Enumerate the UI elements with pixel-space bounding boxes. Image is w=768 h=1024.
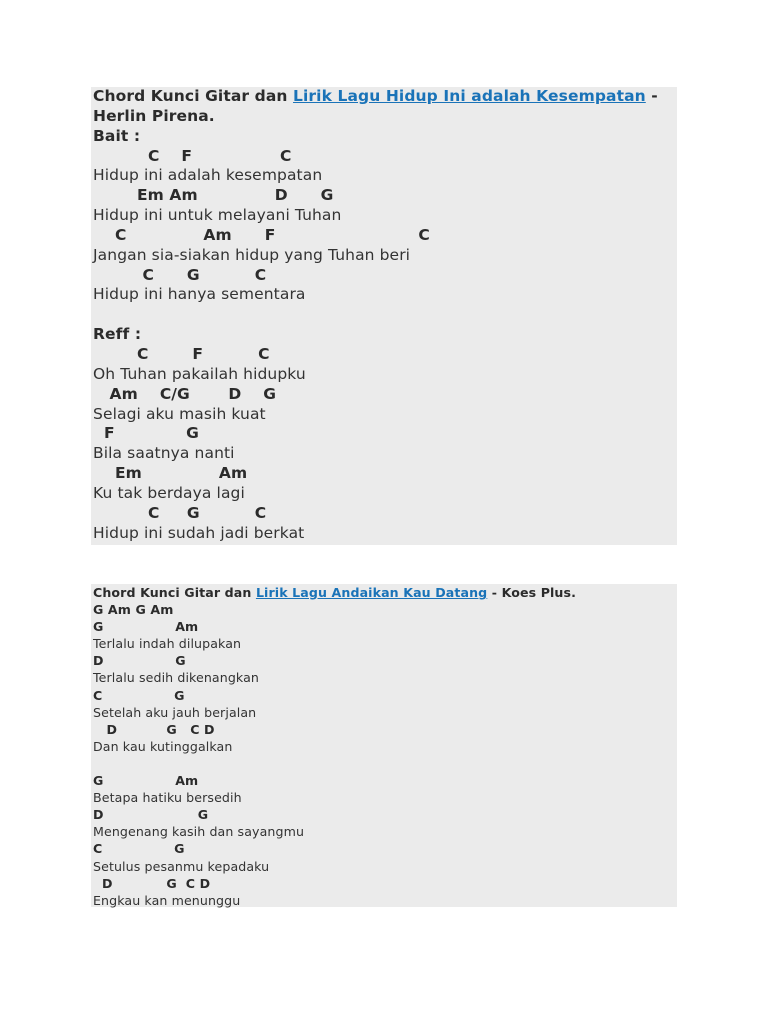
lyric-line: Selagi aku masih kuat [93, 404, 266, 423]
chord-line: G Am [93, 773, 199, 789]
lyric-line: Hidup ini adalah kesempatan [93, 166, 323, 185]
spacer [93, 305, 675, 325]
lyric-line: Oh Tuhan pakailah hidupku [93, 364, 306, 383]
chord-line: C F C [93, 146, 292, 165]
chord-line: C F C [93, 344, 270, 363]
song-lyrics-link[interactable]: Lirik Lagu Hidup Ini adalah Kesempatan [293, 87, 646, 105]
lyric-line: Setelah aku jauh berjalan [93, 704, 257, 720]
chord-line: D G [93, 653, 186, 669]
verse-label: Bait : [93, 126, 141, 145]
chord-line: F G [93, 424, 199, 443]
lyric-line: Jangan sia-siakan hidup yang Tuhan beri [93, 245, 411, 264]
lyric-line: Mengenang kasih dan sayangmu [93, 824, 305, 840]
lyric-line: Bila saatnya nanti [93, 444, 235, 463]
chord-line: D G [93, 807, 209, 823]
song-chord-block-hidup-ini [91, 87, 677, 545]
lyric-line: Terlalu indah dilupakan [93, 636, 242, 652]
spacer [93, 755, 675, 772]
song-lyrics-link[interactable]: Lirik Lagu Andaikan Kau Datang [255, 585, 488, 600]
lyric-line: Terlalu sedih dikenangkan [93, 670, 259, 686]
lyric-line: Ku tak berdaya lagi [93, 483, 245, 502]
chord-line: D G C D [93, 875, 211, 891]
reff-label: Reff : [93, 325, 142, 344]
lyric-line: Hidup ini sudah jadi berkat [93, 523, 305, 542]
artist-line: Herlin Pirena. [93, 106, 215, 125]
lyric-line: Dan kau kutinggalkan [93, 738, 233, 754]
lyric-line: Hidup ini hanya sementara [93, 285, 306, 304]
chord-line: Em Am [93, 464, 248, 483]
chord-line: C G C [93, 265, 267, 284]
chord-line: C Am F C [93, 225, 430, 244]
chord-line: Em Am D G [93, 186, 334, 205]
lyric-line: Betapa hatiku bersedih [93, 790, 242, 806]
lyric-line: Engkau kan menunggu [93, 892, 241, 908]
chord-line: C G [93, 841, 185, 857]
lyric-line: Hidup ini untuk melayani Tuhan [93, 206, 342, 225]
song-title-line: Chord Kunci Gitar dan Lirik Lagu Andaikan Kau Datang - Koes Plus. [93, 585, 576, 600]
chord-line: C G C [93, 503, 267, 522]
lyric-line: Setulus pesanmu kepadaku [93, 858, 270, 874]
intro-chords: G Am G Am [93, 602, 174, 618]
song-chord-block-andaikan-kau-datang [91, 584, 677, 907]
chord-line: D G C D [93, 721, 215, 737]
chord-line: C G [93, 687, 185, 703]
chord-line: Am C/G D G [93, 384, 277, 403]
song-title-line: Chord Kunci Gitar dan Lirik Lagu Hidup Ini adalah Kesempatan - [93, 87, 658, 105]
chord-line: G Am [93, 619, 199, 635]
